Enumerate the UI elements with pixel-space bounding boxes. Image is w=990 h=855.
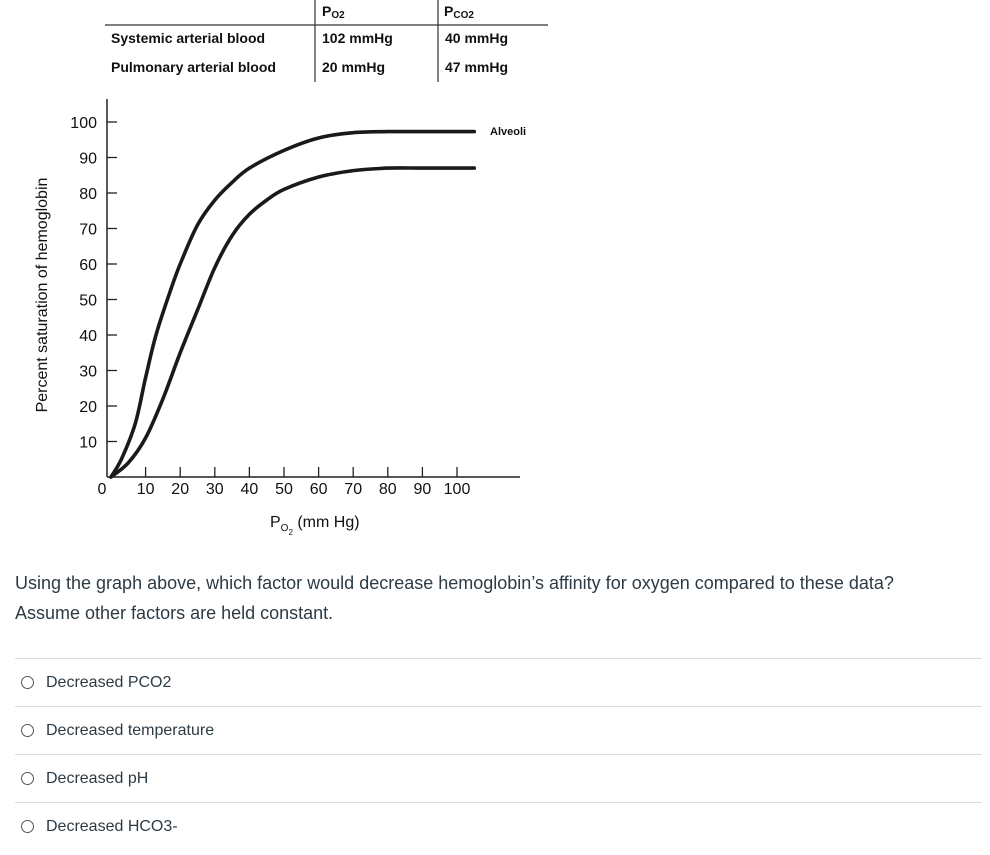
radio-button[interactable] <box>21 724 34 737</box>
answer-option-decreased-ph[interactable] <box>15 755 982 803</box>
answer-option-decreased-temperature[interactable] <box>15 707 982 755</box>
y-tick-label: 90 <box>79 150 97 168</box>
y-tick-label: 100 <box>70 115 97 132</box>
radio-button[interactable] <box>21 772 34 785</box>
table-row-po2: 20 mmHg <box>322 59 386 75</box>
x-tick-label: 80 <box>378 481 397 498</box>
answer-label: Decreased pH <box>46 769 149 787</box>
table-header-po2: PO2 <box>322 3 345 21</box>
saturation-curve-1 <box>111 132 474 477</box>
x-tick-label: 0 <box>97 481 107 498</box>
answer-label: Decreased PCO2 <box>46 673 172 691</box>
x-tick-label: 10 <box>136 481 155 498</box>
blood-gas-table <box>105 0 548 82</box>
answer-option-decreased-hco3[interactable] <box>15 803 982 850</box>
y-tick-label: 30 <box>79 363 97 381</box>
table-row-pco2: 40 mmHg <box>445 30 509 46</box>
table-row-label: Pulmonary arterial blood <box>111 59 276 75</box>
answer-option-decreased-pco2[interactable] <box>15 659 982 707</box>
alveoli-annotation: Alveoli <box>490 126 527 138</box>
y-tick-label: 40 <box>79 328 97 345</box>
x-axis-title: $P_{O2}$ (mm Hg) <box>270 514 360 537</box>
radio-button[interactable] <box>21 820 34 833</box>
x-tick-label: 90 <box>413 481 432 498</box>
y-tick-label: 10 <box>79 434 97 452</box>
y-tick-label: 60 <box>79 257 97 274</box>
y-tick-label: 80 <box>79 186 97 203</box>
question-text <box>15 568 980 628</box>
x-tick-label: 30 <box>205 481 224 498</box>
table-row-po2: 102 mmHg <box>322 30 393 46</box>
question-line: Using the graph above, which factor would decrease hemoglobin’s affinity for oxygen compared to these data? <box>15 573 894 593</box>
y-axis-title: Percent saturation of hemoglobin <box>34 177 51 413</box>
x-tick-label: 50 <box>275 481 293 498</box>
radio-button[interactable] <box>21 676 34 689</box>
x-tick-label: 60 <box>309 481 328 498</box>
x-tick-label: 20 <box>171 481 190 498</box>
question-line: Assume other factors are held constant. <box>15 603 334 623</box>
answer-list <box>15 658 982 850</box>
saturation-chart <box>34 99 526 537</box>
answer-label: Decreased temperature <box>46 721 215 739</box>
y-tick-label: 50 <box>79 292 97 310</box>
oxygen-dissociation-figure <box>0 0 560 545</box>
table-row-label: Systemic arterial blood <box>111 30 266 46</box>
table-header-pco2: PCO2 <box>444 3 474 21</box>
table-row-pco2: 47 mmHg <box>445 59 509 75</box>
x-tick-label: 40 <box>240 481 259 498</box>
x-tick-label: 70 <box>344 481 363 498</box>
x-tick-label: 100 <box>443 481 471 498</box>
y-tick-label: 70 <box>79 221 97 239</box>
y-tick-label: 20 <box>79 399 97 416</box>
answer-label: Decreased HCO3- <box>46 817 178 835</box>
saturation-curve-2 <box>111 168 474 477</box>
